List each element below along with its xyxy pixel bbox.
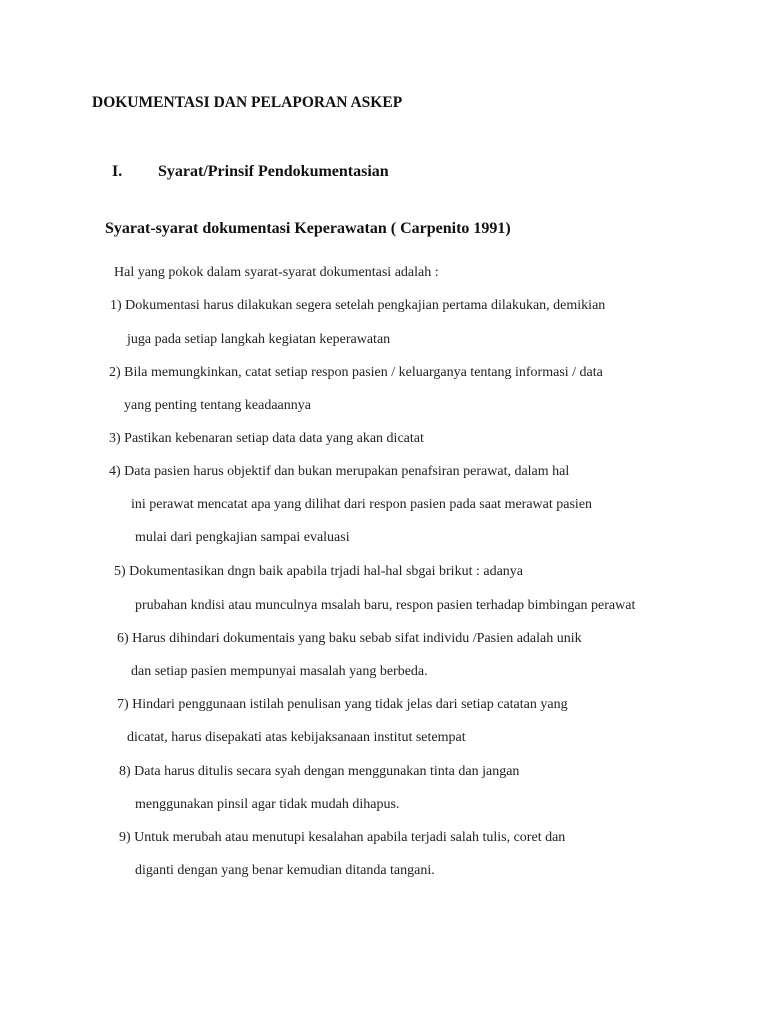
list-item-7-line-2: dicatat, harus disepakati atas kebijaksanaan institut setempat [127, 730, 466, 745]
list-item-9-line-2: diganti dengan yang benar kemudian ditanda tangani. [135, 863, 435, 878]
list-item-7-line-1: 7) Hindari penggunaan istilah penulisan yang tidak jelas dari setiap catatan yang [117, 697, 568, 712]
subsection-title: Syarat-syarat dokumentasi Keperawatan ( Carpenito 1991) [105, 220, 511, 237]
list-item-8-line-2: menggunakan pinsil agar tidak mudah dihapus. [135, 797, 400, 812]
intro-paragraph: Hal yang pokok dalam syarat-syarat dokumentasi adalah : [114, 265, 439, 280]
document-title: DOKUMENTASI DAN PELAPORAN ASKEP [92, 94, 403, 111]
list-item-8-line-1: 8) Data harus ditulis secara syah dengan menggunakan tinta dan jangan [119, 764, 520, 779]
list-item-6-line-2: dan setiap pasien mempunyai masalah yang berbeda. [131, 664, 428, 679]
list-item-1-line-1: 1) Dokumentasi harus dilakukan segera setelah pengkajian pertama dilakukan, demikian [110, 298, 606, 313]
list-item-4-line-1: 4) Data pasien harus objektif dan bukan merupakan penafsiran perawat, dalam hal [109, 464, 570, 479]
list-item-2-line-2: yang penting tentang keadaannya [124, 398, 311, 413]
section-number: I. [112, 163, 123, 180]
list-item-5-line-2: prubahan kndisi atau munculnya msalah baru, respon pasien terhadap bimbingan perawat [135, 598, 636, 613]
list-item-5-line-1: 5) Dokumentasikan dngn baik apabila trjadi hal-hal sbgai brikut : adanya [114, 564, 523, 579]
list-item-9-line-1: 9) Untuk merubah atau menutupi kesalahan apabila terjadi salah tulis, coret dan [119, 830, 566, 845]
list-item-1-line-2: juga pada setiap langkah kegiatan keperawatan [127, 332, 391, 347]
section-title: Syarat/Prinsif Pendokumentasian [158, 163, 389, 180]
list-item-3-line-1: 3) Pastikan kebenaran setiap data data yang akan dicatat [109, 431, 424, 446]
list-item-4-line-3: mulai dari pengkajian sampai evaluasi [135, 530, 350, 545]
list-item-2-line-1: 2) Bila memungkinkan, catat setiap respon pasien / keluarganya tentang informasi / data [109, 365, 603, 380]
list-item-6-line-1: 6) Harus dihindari dokumentais yang baku sebab sifat individu /Pasien adalah unik [117, 631, 582, 646]
list-item-4-line-2: ini perawat mencatat apa yang dilihat dari respon pasien pada saat merawat pasien [131, 497, 593, 512]
